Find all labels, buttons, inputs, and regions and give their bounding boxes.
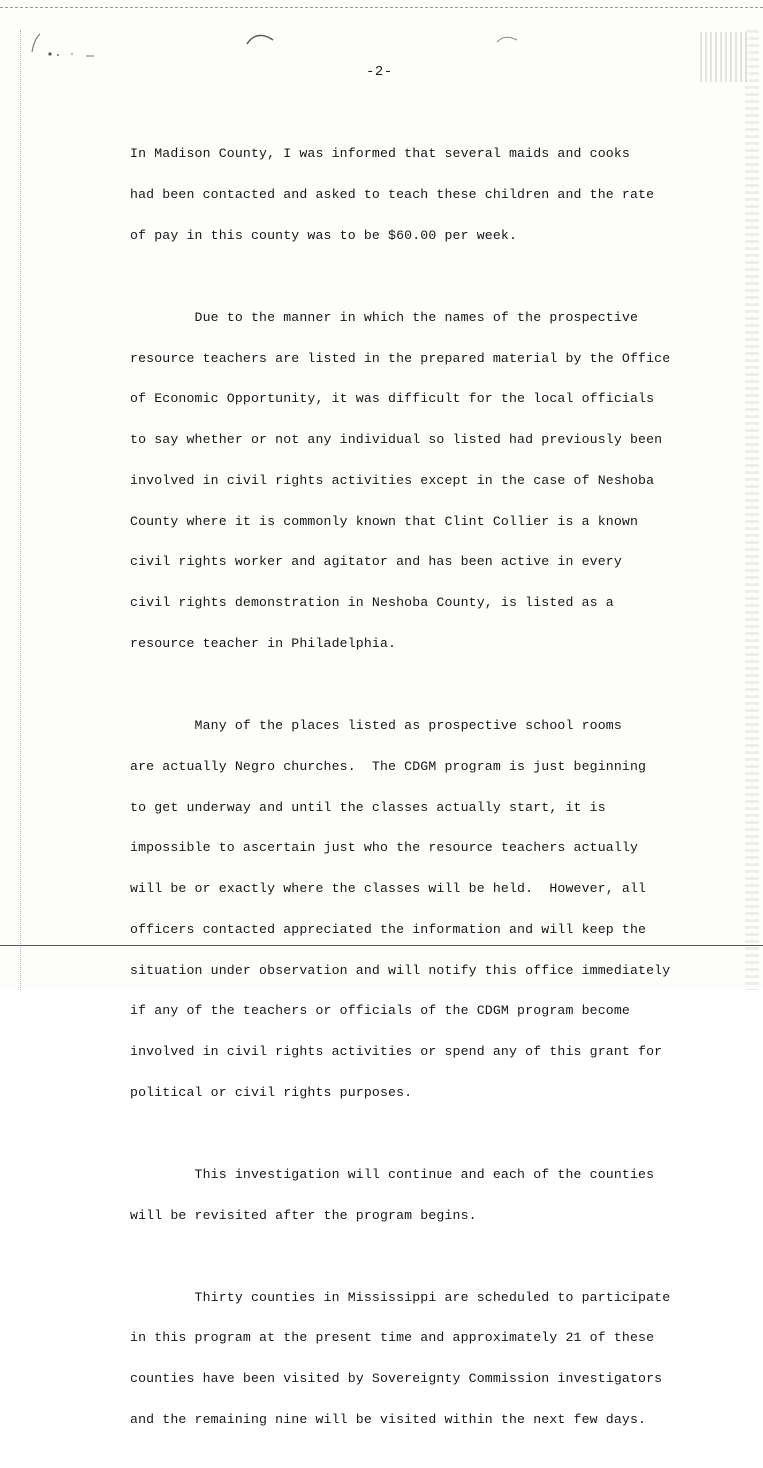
text-line: to say whether or not any individual so listed had previously been [130, 432, 663, 448]
text-line: officers contacted appreciated the information and will keep the [130, 921, 647, 937]
scan-left-edge [20, 30, 21, 990]
paragraph [130, 692, 710, 1127]
paragraph [130, 120, 710, 270]
text-line: political or civil rights purposes. [130, 1084, 413, 1100]
text-line: In Madison County, I was informed that several maids and cooks [130, 146, 630, 162]
text-line: to get underway and until the classes actually start, it is [130, 799, 606, 815]
text-line: of pay in this county was to be $60.00 per week. [130, 227, 518, 243]
page-bottom-rule [0, 945, 763, 946]
text-line: will be or exactly where the classes will be held. However, all [130, 881, 647, 897]
scan-mark-icon [495, 34, 519, 44]
text-line: if any of the teachers or officials of the CDGM program become [130, 1003, 630, 1019]
text-line: and the remaining nine will be visited within the next few days. [130, 1412, 647, 1428]
scan-noise [700, 32, 750, 82]
page-number: -2- [366, 64, 393, 80]
text-line: of Economic Opportunity, it was difficult for the local officials [130, 391, 655, 407]
text-line: are actually Negro churches. The CDGM program is just beginning [130, 758, 647, 774]
text-line: civil rights worker and agitator and has been active in every [130, 554, 622, 570]
letter-body [130, 120, 710, 1468]
text-line: Due to the manner in which the names of the prospective [130, 309, 639, 325]
text-line: Many of the places listed as prospective school rooms [130, 717, 622, 733]
text-line: Thirty counties in Mississippi are scheduled to participate [130, 1289, 671, 1305]
text-line: will be revisited after the program begins. [130, 1207, 477, 1223]
text-line: counties have been visited by Sovereignty Commission investigators [130, 1371, 663, 1387]
text-line: resource teacher in Philadelphia. [130, 635, 397, 651]
text-line: involved in civil rights activities except in the case of Neshoba [130, 472, 655, 488]
paragraph [130, 1264, 710, 1454]
scan-smudge-icon [28, 30, 98, 60]
text-line: situation under observation and will notify this office immediately [130, 962, 671, 978]
scan-mark-icon [245, 32, 275, 46]
text-line: impossible to ascertain just who the resource teachers actually [130, 840, 639, 856]
text-line: involved in civil rights activities or spend any of this grant for [130, 1044, 663, 1060]
text-line: civil rights demonstration in Neshoba County, is listed as a [130, 595, 614, 611]
text-line: had been contacted and asked to teach these children and the rate [130, 186, 655, 202]
text-line: resource teachers are listed in the prepared material by the Office [130, 350, 671, 366]
text-line: in this program at the present time and approximately 21 of these [130, 1330, 655, 1346]
scan-right-edge [745, 30, 759, 990]
paragraph [130, 284, 710, 678]
paragraph [130, 1141, 710, 1250]
text-line: County where it is commonly known that Clint Collier is a known [130, 513, 639, 529]
text-line: This investigation will continue and each of the counties [130, 1166, 655, 1182]
scan-top-edge [0, 0, 763, 8]
